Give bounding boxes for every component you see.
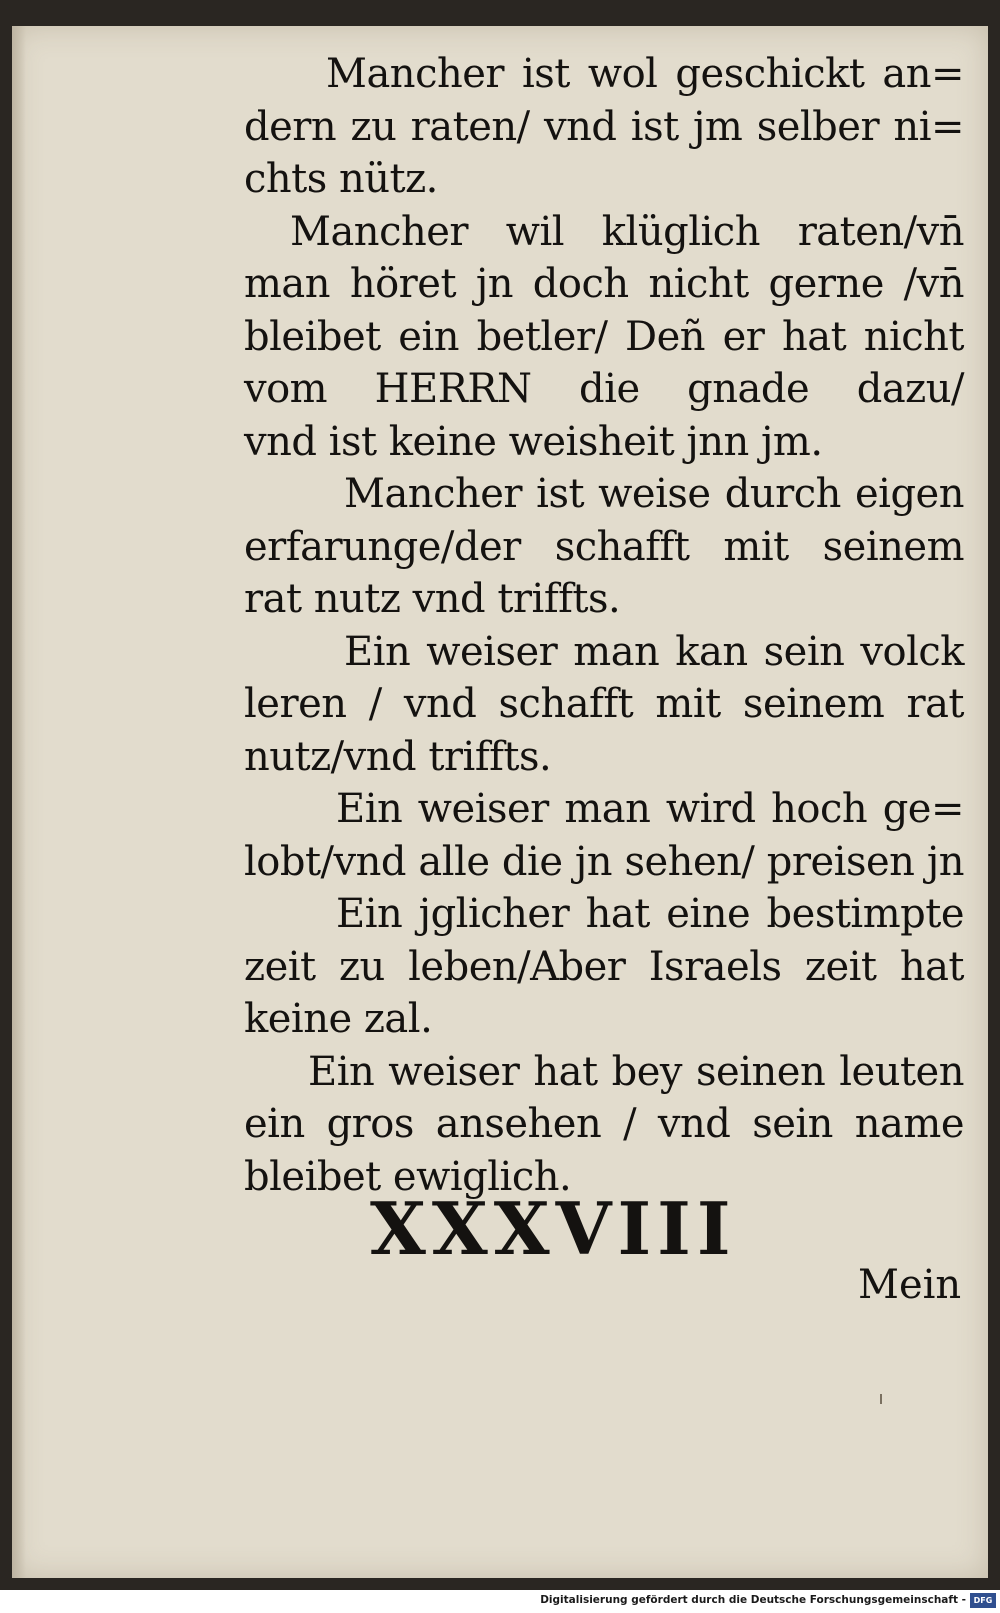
print-mark [880,1394,882,1404]
text-line: Ein jglicher hat eine bestimpte [336,891,964,937]
text-line: lobt/vnd alle die jn sehen/ preisen jn [244,838,964,885]
text-line: Ein weiser man wird hoch ge= [336,786,964,832]
text-line: bleibet ein betler/ Deñ er hat nicht [244,313,964,360]
text-line: Ein weiser hat bey seinen leuten [308,1048,964,1095]
text-line: vnd ist keine weisheit jnn jm. [244,418,823,465]
dfg-logo-icon: DFG [970,1593,996,1608]
text-line: Ein weiser man kan sein volck [344,628,964,675]
text-line: man höret jn doch nicht gerne /vn̄ [244,261,964,307]
page-gutter-shadow [12,26,26,1578]
footer-bar [0,1590,1000,1613]
text-line: vom HERRN die gnade dazu/ [244,366,964,412]
text-line: bleibet ewiglich. [244,1153,572,1200]
text-line: chts nütz. [244,156,438,202]
text-line: zeit zu leben/Aber Israels zeit hat [244,943,964,990]
text-line: Mancher ist weise durch eigen [344,471,964,517]
text-line: rat nutz vnd triffts. [244,576,621,622]
text-line: Mancher ist wol geschickt an= [326,51,964,97]
text-line: erfarunge/der schafft mit seinem [244,523,964,570]
chapter-number: XXXVIII [370,1186,737,1271]
text-line: dern zu raten/ vnd ist jm selber ni= [244,103,964,150]
text-line: keine zal. [244,996,433,1042]
text-line: ein gros ansehen / vnd sein name [244,1101,964,1147]
funding-credit: Digitalisierung gefördert durch die Deutsche Forschungsgemeinschaft - [540,1594,966,1606]
catchword: Mein [858,1262,962,1308]
text-line: Mancher wil klüglich raten/vn̄ [290,208,964,255]
text-line: nutz/vnd triffts. [244,733,552,780]
page-text-block [244,48,964,1203]
text-line: leren / vnd schafft mit seinem rat [244,681,964,727]
